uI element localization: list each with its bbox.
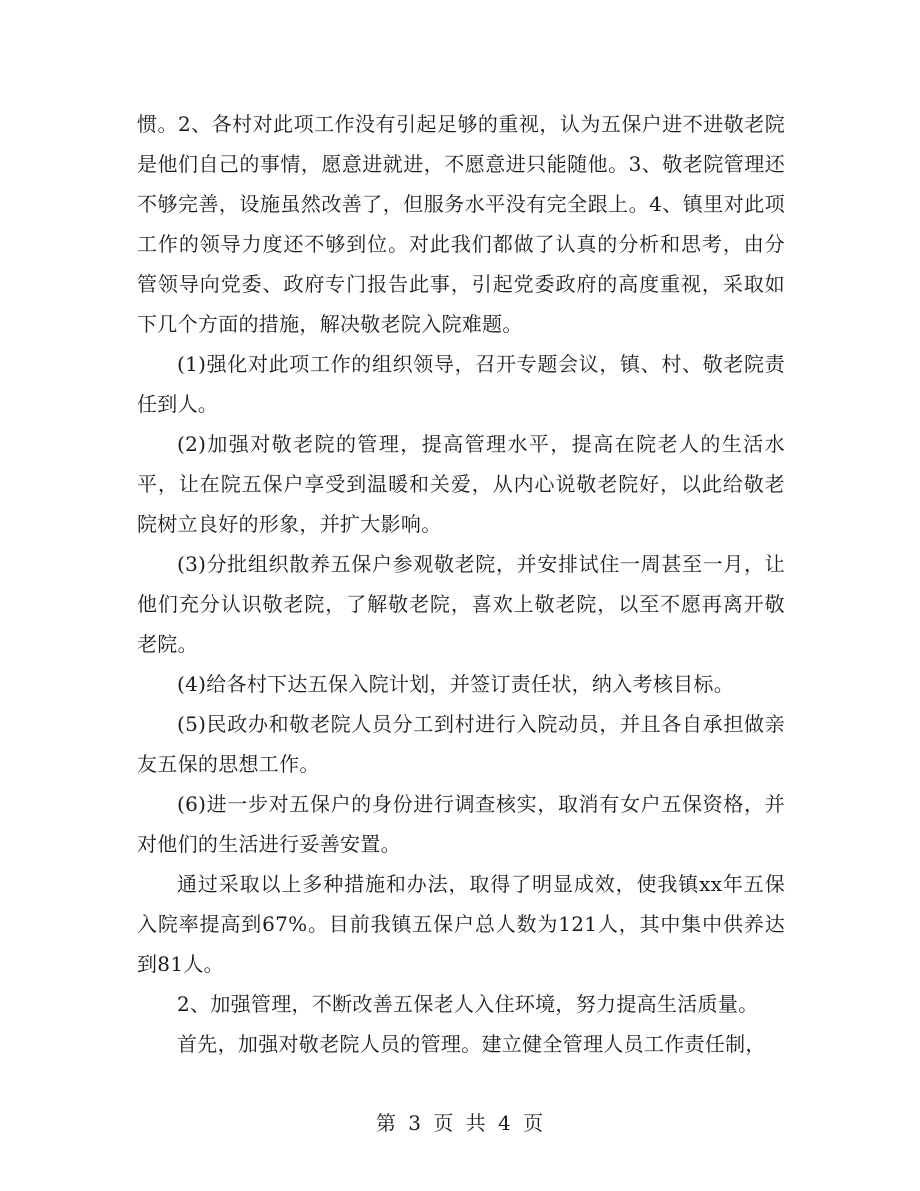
page-number-footer: 第 3 页 共 4 页 (375, 1111, 545, 1135)
paragraph-results: 通过采取以上多种措施和办法，取得了明显成效，使我镇xx年五保入院率提高到67%。目前我镇五保户总人数为121人，其中集中供养达到81人。 (137, 872, 785, 976)
paragraph-measure-2: (2)加强对敬老院的管理，提高管理水平，提高在院老人的生活水平，让在院五保户享受到温暖和关爱，从内心说敬老院好，以此给敬老院树立良好的形象，并扩大影响。 (137, 432, 785, 536)
document-body (137, 104, 785, 1064)
paragraph-continuation: 惯。2、各村对此项工作没有引起足够的重视，认为五保户进不进敬老院是他们自己的事情，愿意进就进，不愿意进只能随他。3、敬老院管理还不够完善，设施虽然改善了，但服务水平没有完全跟上。4、镇里对此项工作的领导力度还不够到位。对此我们都做了认真的分析和思考，由分管领导向党委、政府专门报告此事，引起党委政府的高度重视，采取如下几个方面的措施，解决敬老院入院难题。 (137, 112, 785, 336)
paragraph-section-heading: 2、加强管理，不断改善五保老人入住环境，努力提高生活质量。 (177, 992, 759, 1016)
paragraph-measure-3: (3)分批组织散养五保户参观敬老院，并安排试住一周甚至一月，让他们充分认识敬老院，了解敬老院，喜欢上敬老院，以至不愿再离开敬老院。 (137, 552, 785, 656)
paragraph-measure-6: (6)进一步对五保户的身份进行调查核实，取消有女户五保资格，并对他们的生活进行妥善安置。 (137, 792, 785, 856)
paragraph-management: 首先，加强对敬老院人员的管理。建立健全管理人员工作责任制， (177, 1032, 766, 1056)
paragraph-measure-5: (5)民政办和敬老院人员分工到村进行入院动员，并且各自承担做亲友五保的思想工作。 (137, 712, 785, 776)
paragraph-measure-4: (4)给各村下达五保入院计划，并签订责任状，纳入考核目标。 (177, 672, 735, 696)
paragraph-measure-1: (1)强化对此项工作的组织领导，召开专题会议，镇、村、敬老院责任到人。 (137, 352, 785, 416)
